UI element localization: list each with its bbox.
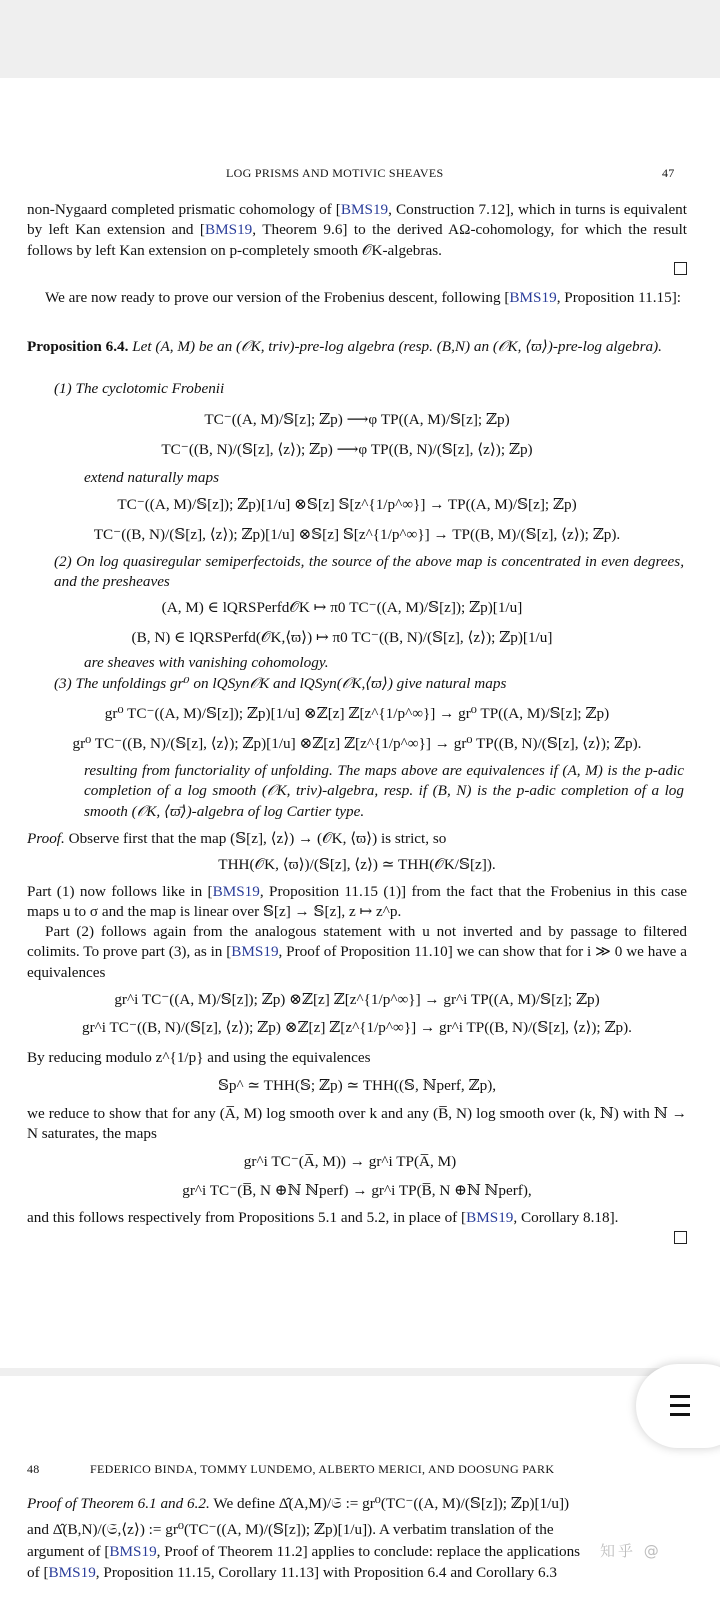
equation-1b: TC⁻((B, N)/(𝕊[z], ⟨z⟩); ℤp) ⟶φ TP((B, N)/(𝕊[z], ⟨z⟩); ℤp): [161, 441, 533, 458]
proof-line-1: [27, 1494, 687, 1514]
hamburger-menu-icon: [670, 1404, 690, 1407]
pdf-page-48: [0, 1376, 720, 1606]
paragraph-part-1: Part (1) now follows like in [BMS19, Proposition 11.15 (1)] from the fact that the Frobenius in this case maps u to σ and the map is linear over 𝕊[z] → 𝕊[z], z ↦ z^p.: [27, 883, 687, 921]
item-1: (1) The cyclotomic Frobenii: [54, 380, 225, 397]
proof-line-4: of [BMS19, Proposition 11.15, Corollary 11.13] with Proposition 6.4 and Corollary 6.3: [27, 1564, 558, 1581]
hamburger-menu-icon: [670, 1395, 690, 1398]
proposition-label: Proposition 6.4.: [27, 338, 129, 355]
pdf-page-47: [0, 78, 720, 1368]
proof-of-label: Proof of Theorem 6.1 and 6.2.: [27, 1495, 210, 1512]
resulting-text: resulting from functoriality of unfolding. The maps above are equivalences if (A, M) is the p-adic completion of a log smooth (𝒪K, triv)-algebra, resp. if (B, N) is the p-adic completion of a log smooth (𝒪K, ⟨ϖ̄⟩)-algebra of log Cartier type.: [84, 762, 684, 820]
paragraph-intro: non-Nygaard completed prismatic cohomology of [BMS19, Construction 7.12], which in turns is equivalent by left Kan extension and [BMS19, Theorem 9.6] to the derived AΩ-cohomology, for which the result follows by left Kan extension on p-completely smooth 𝒪K-algebras.: [27, 201, 688, 259]
page-number: 48: [27, 1462, 40, 1476]
menu-button[interactable]: [636, 1364, 720, 1448]
proof-first-sentence: Observe first that the map (𝕊[z], ⟨z⟩) → (𝒪K, ⟨ϖ⟩) is strict, so: [68, 830, 447, 847]
watermark: 知乎 @: [600, 1542, 662, 1560]
reducing-text: By reducing modulo z^{1/p} and using the equivalences: [27, 1049, 371, 1066]
equation-8a: gr^i TC⁻(A̅, M)) → gr^i TP(A̅, M): [243, 1153, 457, 1170]
qed-symbol: [674, 262, 687, 275]
proof-line-3: argument of [BMS19, Proof of Theorem 11.2] applies to conclude: replace the applications: [27, 1543, 581, 1560]
item-2: (2) On log quasiregular semiperfectoids, the source of the above map is concentrated in even degrees, and the presheaves: [54, 553, 684, 591]
definition-text: We define Δ̂(A,M)/𝔖 := gr⁰(TC⁻((A, M)/(𝕊[z]); ℤp)[1/u]): [213, 1495, 570, 1512]
equation-5: THH(𝒪K, ⟨ϖ⟩)/(𝕊[z], ⟨z⟩) ≃ THH(𝒪K/𝕊[z]).: [218, 856, 496, 873]
proposition-6-4: [27, 337, 687, 357]
equation-1a: TC⁻((A, M)/𝕊[z]; ℤp) ⟶φ TP((A, M)/𝕊[z]; ℤp): [204, 411, 510, 428]
paragraph-part-2: Part (2) follows again from the analogous statement with u not inverted and by passage to filtered colimits. To prove part (3), as in [BMS19, Proof of Proposition 11.10] we can show that for i ≫ 0 we have a equivalences: [27, 923, 687, 981]
qed-symbol: [674, 1231, 687, 1244]
equation-6b: gr^i TC⁻((B, N)/(𝕊[z], ⟨z⟩); ℤp) ⊗ℤ[z] ℤ[z^{1/p^∞}] → gr^i TP((B, N)/(𝕊[z], ⟨z⟩); ℤp).: [82, 1019, 632, 1036]
proposition-statement: Let (A, M) be an (𝒪K, triv)-pre-log algebra (resp. (B,N) an (𝒪K, ⟨ϖ⟩)-pre-log algebra).: [132, 338, 662, 355]
final-paragraph: and this follows respectively from Propositions 5.1 and 5.2, in place of [BMS19, Corollary 8.18].: [27, 1209, 619, 1226]
running-header: LOG PRISMS AND MOTIVIC SHEAVES: [226, 166, 444, 180]
hamburger-menu-icon: [670, 1413, 690, 1416]
equation-6a: gr^i TC⁻((A, M)/𝕊[z]); ℤp) ⊗ℤ[z] ℤ[z^{1/p^∞}] → gr^i TP((A, M)/𝕊[z]; ℤp): [114, 991, 600, 1008]
equation-2a: TC⁻((A, M)/𝕊[z]); ℤp)[1/u] ⊗𝕊[z] 𝕊[z^{1/p^∞}] → TP((A, M)/𝕊[z]; ℤp): [117, 496, 577, 513]
equation-3b: (B, N) ∈ lQRSPerfd(𝒪K,⟨ϖ⟩) ↦ π0 TC⁻((B, N)/(𝕊[z], ⟨z⟩); ℤp)[1/u]: [131, 629, 553, 646]
proof-label: Proof.: [27, 830, 65, 847]
page-number: 47: [662, 166, 675, 180]
item-3: (3) The unfoldings gr⁰ on lQSyn𝒪K and lQSyn(𝒪K,⟨ϖ⟩) give natural maps: [54, 675, 507, 692]
equation-4a: gr⁰ TC⁻((A, M)/𝕊[z]); ℤp)[1/u] ⊗ℤ[z] ℤ[z^{1/p^∞}] → gr⁰ TP((A, M)/𝕊[z]; ℤp): [104, 705, 610, 722]
proof-line-2: and Δ̂(B,N)/(𝔖,⟨z⟩) := gr⁰(TC⁻((A, M)/(𝕊[z]); ℤp)[1/u]). A verbatim translation of the: [27, 1521, 554, 1538]
reduce-text: we reduce to show that for any (A̅, M) log smooth over k and any (B̅, N) log smooth over (k, ℕ) with ℕ → N saturates, the maps: [27, 1105, 687, 1143]
proof-start: [27, 829, 687, 849]
equation-8b: gr^i TC⁻(B̅, N ⊕ℕ ℕperf) → gr^i TP(B̅, N ⊕ℕ ℕperf),: [182, 1182, 532, 1199]
equation-3a: (A, M) ∈ lQRSPerfd𝒪K ↦ π0 TC⁻((A, M)/𝕊[z]); ℤp)[1/u]: [161, 599, 523, 616]
equation-7: 𝕊p^ ≃ THH(𝕊; ℤp) ≃ THH((𝕊, ℕperf, ℤp),: [217, 1077, 497, 1094]
sheaves-text: are sheaves with vanishing cohomology.: [84, 654, 329, 671]
running-header: FEDERICO BINDA, TOMMY LUNDEMO, ALBERTO MERICI, AND DOOSUNG PARK: [90, 1462, 555, 1476]
equation-4b: gr⁰ TC⁻((B, N)/(𝕊[z], ⟨z⟩); ℤp)[1/u] ⊗ℤ[z] ℤ[z^{1/p^∞}] → gr⁰ TP((B, N)/(𝕊[z], ⟨z⟩); ℤp).: [72, 735, 642, 752]
equation-2b: TC⁻((B, N)/(𝕊[z], ⟨z⟩); ℤp)[1/u] ⊗𝕊[z] 𝕊[z^{1/p^∞}] → TP((B, M)/(𝕊[z], ⟨z⟩); ℤp).: [93, 526, 621, 543]
extend-text: extend naturally maps: [84, 469, 219, 486]
paragraph-ready: We are now ready to prove our version of the Frobenius descent, following [BMS19, Proposition 11.15]:: [45, 289, 682, 306]
